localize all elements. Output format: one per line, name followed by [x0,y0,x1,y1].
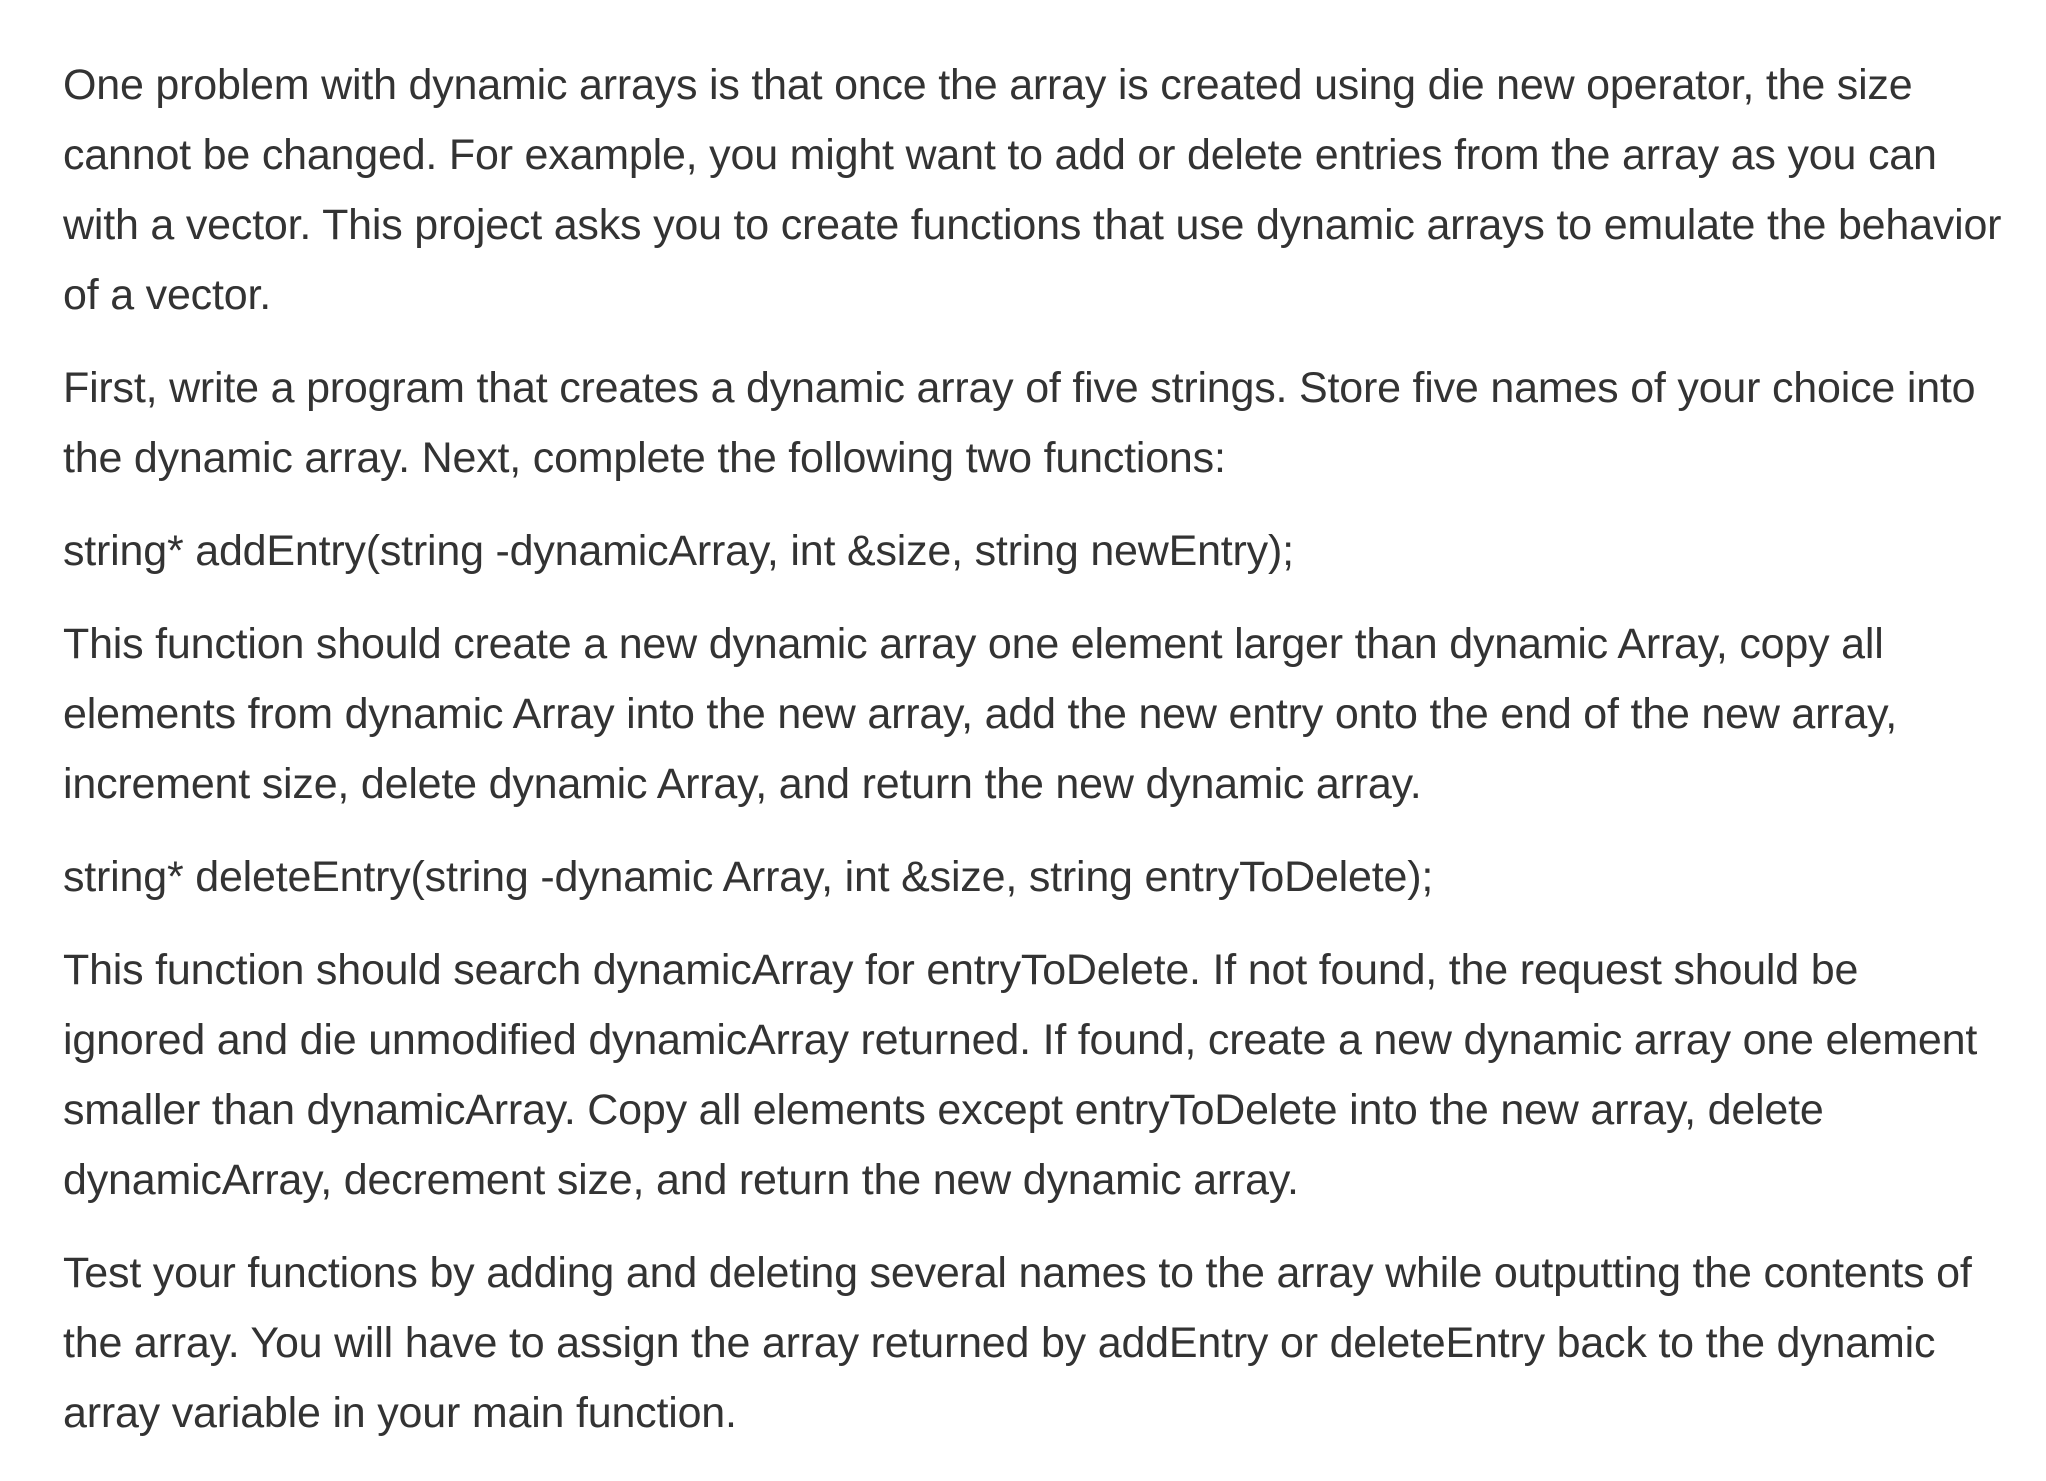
testing-paragraph: Test your functions by adding and deleting several names to the array while outputting the contents of the array. You will have to assign the array returned by addEntry or deleteEntry back to the dynamic array variable in your main function. [63,1249,1972,1437]
add-entry-signature: string* addEntry(string -dynamicArray, int &size, string newEntry); [63,527,1294,575]
intro-paragraph: One problem with dynamic arrays is that once the array is created using die new operator, the size cannot be changed. For example, you might want to add or delete entries from the array as you can with a vector. This project asks you to create functions that use dynamic arrays to emulate the behavior of a vector. [63,61,2002,319]
add-entry-description: This function should create a new dynamic array one element larger than dynamic Array, copy all elements from dynamic Array into the new array, add the new entry onto the end of the new array, increment size, delete dynamic Array, and return the new dynamic array. [63,620,1897,808]
delete-entry-signature: string* deleteEntry(string -dynamic Array, int &size, string entryToDelete); [63,853,1434,901]
delete-entry-description: This function should search dynamicArray for entryToDelete. If not found, the request should be ignored and die unmodified dynamicArray returned. If found, create a new dynamic array one element smaller than dynamicArray. Copy all elements except entryToDelete into the new array, delete dynamicArray, decrement size, and return the new dynamic array. [63,946,1978,1204]
instructions-paragraph: First, write a program that creates a dynamic array of five strings. Store five names of your choice into the dynamic array. Next, complete the following two functions: [63,364,1976,482]
